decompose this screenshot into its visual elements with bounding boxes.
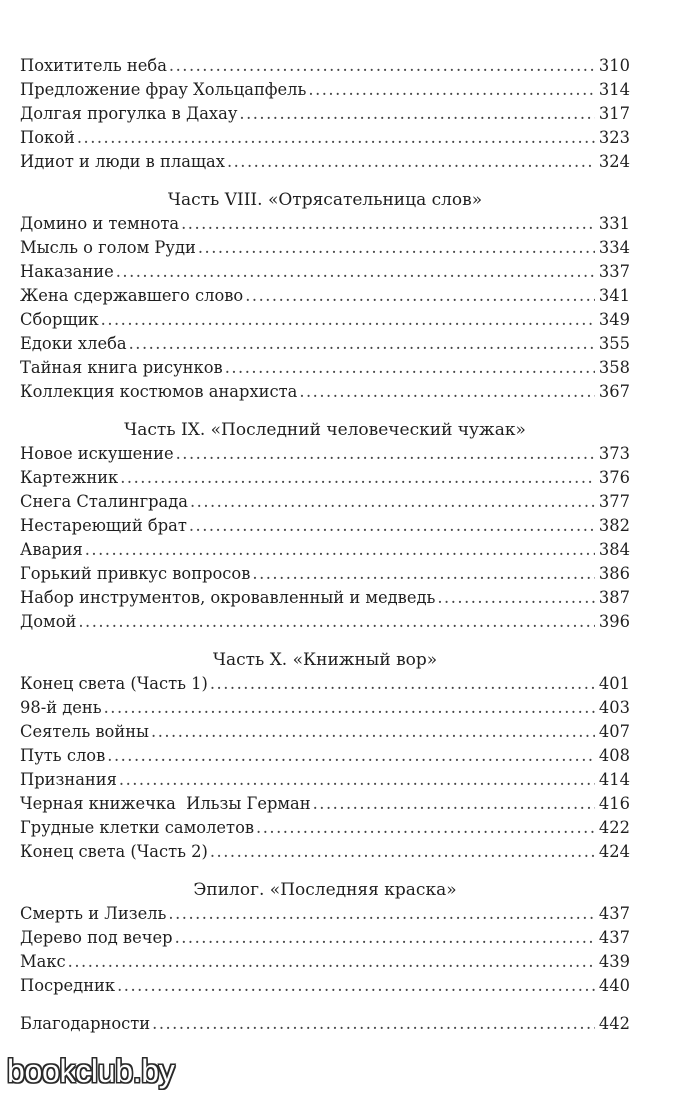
toc-entry-page: 442: [598, 1014, 630, 1033]
toc-entry: [20, 284, 630, 308]
toc-entry-title: Мысль о голом Руди: [20, 238, 196, 257]
toc-entry-title: Горький привкус вопросов: [20, 564, 251, 583]
toc-entry: [20, 720, 630, 744]
toc-entry-title: Едоки хлеба: [20, 334, 127, 353]
toc-entry-title: Посредник: [20, 976, 116, 995]
toc-entry-title: Снега Сталинграда: [20, 492, 188, 511]
toc-entry-acknowledgements: [20, 1012, 630, 1036]
toc-entry: [20, 768, 630, 792]
dot-leader: [120, 466, 595, 490]
part-heading: Эпилог. «Последняя краска»: [193, 880, 457, 900]
dot-leader: [107, 744, 595, 768]
toc-entry-page: 396: [598, 612, 630, 631]
dot-leader: [77, 126, 595, 150]
toc-entry-page: 437: [598, 928, 630, 947]
dot-leader: [189, 514, 595, 538]
toc-entry: [20, 490, 630, 514]
toc-entry: [20, 212, 630, 236]
toc-entry-title: Покой: [20, 128, 75, 147]
dot-leader: [198, 236, 595, 260]
dot-leader: [239, 102, 595, 126]
part-heading: Часть VIII. «Отрясательница слов»: [167, 190, 483, 210]
toc-entry-title: Новое искушение: [20, 444, 174, 463]
toc-entry: [20, 744, 630, 768]
toc-entry-page: 373: [598, 444, 630, 463]
toc-entry: [20, 538, 630, 562]
toc-entry-page: 440: [598, 976, 630, 995]
toc-entry: [20, 332, 630, 356]
toc-entry: [20, 54, 630, 78]
toc-entry-page: 384: [598, 540, 630, 559]
toc-entry-title: Макс: [20, 952, 66, 971]
toc-entry: [20, 514, 630, 538]
toc-entry: [20, 236, 630, 260]
toc-entry-page: 386: [598, 564, 630, 583]
dot-leader: [152, 1012, 595, 1036]
toc-entry: [20, 610, 630, 634]
toc-entry-page: 337: [598, 262, 630, 281]
toc-entry-page: 376: [598, 468, 630, 487]
dot-leader: [227, 150, 595, 174]
toc-entry: [20, 562, 630, 586]
toc-entry-page: 416: [598, 794, 630, 813]
toc-entry-title: Тайная книга рисунков: [20, 358, 223, 377]
toc-entry-title: Грудные клетки самолетов: [20, 818, 255, 837]
toc-entry-title: Набор инструментов, окровавленный и медведь: [20, 588, 436, 607]
toc-entry: [20, 672, 630, 696]
toc-entry-page: 387: [598, 588, 630, 607]
dot-leader: [117, 974, 595, 998]
toc-entry-page: 349: [598, 310, 630, 329]
dot-leader: [245, 284, 595, 308]
toc-entry-page: 377: [598, 492, 630, 511]
site-watermark: bookclub.by: [7, 1053, 175, 1089]
dot-leader: [308, 78, 595, 102]
toc-entry-page: 382: [598, 516, 630, 535]
toc-entry-title: Дерево под вечер: [20, 928, 173, 947]
toc-entry: [20, 356, 630, 380]
toc-entry: [20, 816, 630, 840]
toc-entry-page: 407: [598, 722, 630, 741]
dot-leader: [210, 840, 595, 864]
toc-entry-page: 324: [598, 152, 630, 171]
toc-entry-page: 317: [598, 104, 630, 123]
toc-entry-page: 331: [598, 214, 630, 233]
toc-entry-title: Идиот и люди в плащах: [20, 152, 225, 171]
toc-entry-page: 355: [598, 334, 630, 353]
toc-entry: [20, 380, 630, 404]
toc-entry: [20, 78, 630, 102]
toc-entry-page: 323: [598, 128, 630, 147]
toc-entry: [20, 150, 630, 174]
toc-entry: [20, 792, 630, 816]
toc-entry-title: Конец света (Часть 1): [20, 674, 208, 693]
dot-leader: [116, 260, 595, 284]
toc-entry-page: 367: [598, 382, 630, 401]
toc-entry: [20, 974, 630, 998]
dot-leader: [256, 816, 595, 840]
toc-entry-page: 408: [598, 746, 630, 765]
dot-leader: [129, 332, 595, 356]
toc-entry: [20, 926, 630, 950]
dot-leader: [437, 586, 595, 610]
toc-entry-title: Авария: [20, 540, 83, 559]
toc-entry-title: Предложение фрау Хольцапфель: [20, 80, 307, 99]
toc-entry: [20, 260, 630, 284]
dot-leader: [225, 356, 595, 380]
dot-leader: [210, 672, 595, 696]
toc-entry: [20, 902, 630, 926]
part-heading: Часть IX. «Последний человеческий чужак»: [124, 420, 526, 440]
toc-entry-title: Домой: [20, 612, 77, 631]
dot-leader: [175, 926, 595, 950]
toc-entry-page: 437: [598, 904, 630, 923]
dot-leader: [176, 442, 595, 466]
toc-entry-page: 310: [598, 56, 630, 75]
toc-entry-title: Черная книжечка Ильзы Герман: [20, 794, 311, 813]
dot-leader: [313, 792, 595, 816]
toc-entry-page: 414: [598, 770, 630, 789]
dot-leader: [168, 902, 595, 926]
toc-entry-title: Похититель неба: [20, 56, 167, 75]
toc-entry: [20, 442, 630, 466]
toc-entry-title: Сеятель войны: [20, 722, 150, 741]
toc-entry-page: 341: [598, 286, 630, 305]
toc-entry-page: 424: [598, 842, 630, 861]
toc-entry-title: Коллекция костюмов анархиста: [20, 382, 298, 401]
toc-entry-title: Нестареющий брат: [20, 516, 187, 535]
toc-entry: [20, 586, 630, 610]
dot-leader: [169, 54, 595, 78]
dot-leader: [85, 538, 595, 562]
toc-entry-title: Жена сдержавшего слово: [20, 286, 244, 305]
toc-entry-page: 358: [598, 358, 630, 377]
toc-entry-title: Конец света (Часть 2): [20, 842, 208, 861]
dot-leader: [181, 212, 595, 236]
part-heading: Часть X. «Книжный вор»: [212, 650, 438, 670]
dot-leader: [190, 490, 595, 514]
toc-entry-title: Признания: [20, 770, 117, 789]
toc-entry-page: 439: [598, 952, 630, 971]
toc-entry-title: Картежник: [20, 468, 119, 487]
toc-entry-title: Благодарности: [20, 1014, 151, 1033]
toc-entry: [20, 696, 630, 720]
toc-entry-title: 98-й день: [20, 698, 102, 717]
dot-leader: [101, 308, 595, 332]
dot-leader: [104, 696, 595, 720]
toc-entry-title: Смерть и Лизель: [20, 904, 167, 923]
dot-leader: [68, 950, 595, 974]
toc-entry: [20, 950, 630, 974]
toc-entry-page: 334: [598, 238, 630, 257]
toc-entry: [20, 126, 630, 150]
toc-entry-title: Путь слов: [20, 746, 106, 765]
toc-entry-page: 314: [598, 80, 630, 99]
toc-entry: [20, 102, 630, 126]
toc-entry-title: Наказание: [20, 262, 114, 281]
dot-leader: [151, 720, 595, 744]
toc-entry-title: Домино и темнота: [20, 214, 180, 233]
toc-entry-page: 422: [598, 818, 630, 837]
toc-entry: [20, 466, 630, 490]
toc-entry-page: 403: [598, 698, 630, 717]
toc-entry-title: Долгая прогулка в Дахау: [20, 104, 238, 123]
dot-leader: [78, 610, 595, 634]
dot-leader: [119, 768, 595, 792]
dot-leader: [252, 562, 595, 586]
toc-entry-title: Сборщик: [20, 310, 99, 329]
dot-leader: [299, 380, 595, 404]
toc-entry: [20, 840, 630, 864]
toc-entry-page: 401: [598, 674, 630, 693]
toc-entry: [20, 308, 630, 332]
